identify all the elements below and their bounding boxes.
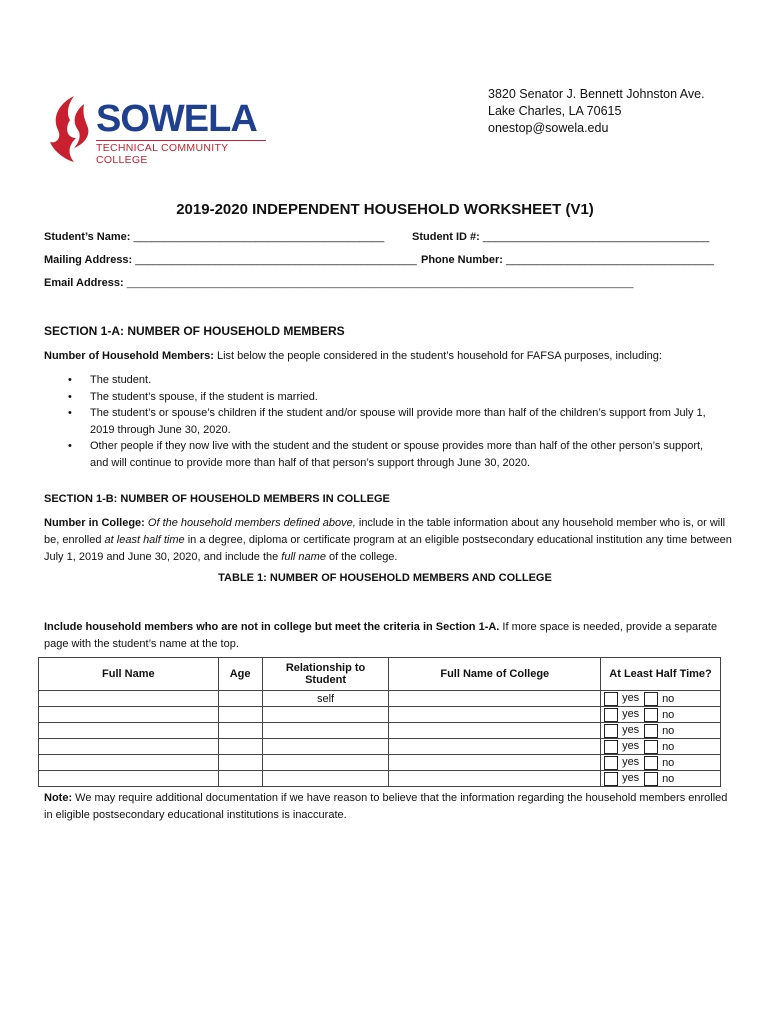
no-checkbox[interactable] bbox=[644, 692, 658, 706]
field-label: Student’s Name: bbox=[44, 231, 131, 243]
section-1b-heading: SECTION 1-B: NUMBER OF HOUSEHOLD MEMBERS IN COLLEGE bbox=[44, 493, 390, 505]
cell-college[interactable] bbox=[389, 691, 601, 707]
student-name-field[interactable] bbox=[44, 231, 384, 243]
field-label: Phone Number: bbox=[421, 254, 503, 266]
field-label: Mailing Address: bbox=[44, 254, 133, 266]
bullet-icon: • bbox=[68, 440, 72, 452]
list-item: • The student’s or spouse’s children if the student and/or spouse will provide more than half of the children’s support from July 1, 2019 through June 30, 2020. bbox=[68, 407, 706, 436]
cell-half-time: yes no bbox=[601, 707, 721, 723]
cell-college[interactable] bbox=[389, 771, 601, 787]
bullet-icon: • bbox=[68, 407, 72, 419]
cell-college[interactable] bbox=[389, 723, 601, 739]
cell-relationship[interactable] bbox=[262, 739, 389, 755]
field-blank: __________________________________________________________________________________________________ bbox=[126, 278, 634, 288]
field-blank: _________________________________________ bbox=[133, 231, 385, 243]
include-instructions: Include household members who are not in college but meet the criteria in Section 1-A. If more space is needed, provide a separate page with the student’s name at the top. bbox=[44, 621, 718, 650]
no-checkbox[interactable] bbox=[644, 772, 658, 786]
college-logo bbox=[44, 94, 274, 164]
yes-checkbox[interactable] bbox=[604, 724, 618, 738]
cell-age[interactable] bbox=[218, 707, 262, 723]
table-title: TABLE 1: NUMBER OF HOUSEHOLD MEMBERS AND COLLEGE bbox=[218, 572, 552, 584]
footnote: Note: We may require additional documentation if we have reason to believe that the information regarding the household members enrolled in eligible postsecondary educational institutions is inaccurate. bbox=[44, 792, 728, 821]
cell-full-name[interactable] bbox=[39, 707, 219, 723]
cell-college[interactable] bbox=[389, 755, 601, 771]
logo-divider bbox=[96, 140, 266, 141]
table-row bbox=[39, 755, 721, 771]
cell-full-name[interactable] bbox=[39, 755, 219, 771]
table-header-row bbox=[39, 658, 721, 691]
cell-relationship[interactable] bbox=[262, 771, 389, 787]
no-checkbox[interactable] bbox=[644, 756, 658, 770]
yes-checkbox[interactable] bbox=[604, 740, 618, 754]
cell-full-name[interactable] bbox=[39, 723, 219, 739]
page-title: 2019-2020 INDEPENDENT HOUSEHOLD WORKSHEET (V1) bbox=[176, 201, 594, 218]
yes-checkbox[interactable] bbox=[604, 772, 618, 786]
list-item: • The student. bbox=[90, 372, 715, 389]
header-age: Age bbox=[218, 658, 262, 691]
cell-full-name[interactable] bbox=[39, 739, 219, 755]
table-row bbox=[39, 739, 721, 755]
cell-full-name[interactable] bbox=[39, 691, 219, 707]
yes-checkbox[interactable] bbox=[604, 692, 618, 706]
cell-half-time: yes no bbox=[601, 739, 721, 755]
logo-wordmark: SOWELA bbox=[96, 98, 257, 140]
household-table bbox=[38, 657, 721, 787]
header-college: Full Name of College bbox=[389, 658, 601, 691]
email-address-field[interactable] bbox=[44, 277, 633, 289]
cell-relationship[interactable] bbox=[262, 707, 389, 723]
cell-half-time: yes no bbox=[601, 691, 721, 707]
cell-age[interactable] bbox=[218, 691, 262, 707]
table-row bbox=[39, 771, 721, 787]
table-row bbox=[39, 707, 721, 723]
student-id-field[interactable] bbox=[412, 231, 709, 243]
list-item: • Other people if they now live with the student and the student or spouse provides more than half of the other person’s support, and will continue to provide more than half of that person’s support through June 30, 2020. bbox=[68, 440, 704, 469]
header-half-time: At Least Half Time? bbox=[601, 658, 721, 691]
no-checkbox[interactable] bbox=[644, 724, 658, 738]
header-relationship: Relationship to Student bbox=[262, 658, 389, 691]
cell-relationship[interactable] bbox=[262, 723, 389, 739]
no-checkbox[interactable] bbox=[644, 740, 658, 754]
intro-text: List below the people considered in the student’s household for FAFSA purposes, including: bbox=[213, 350, 662, 362]
address-email: onestop@sowela.edu bbox=[488, 121, 609, 135]
bullet-icon: • bbox=[68, 374, 72, 386]
cell-half-time: yes no bbox=[601, 755, 721, 771]
section-1a-intro bbox=[44, 348, 734, 365]
field-label: Student ID #: bbox=[412, 231, 480, 243]
yes-checkbox[interactable] bbox=[604, 708, 618, 722]
table-row bbox=[39, 691, 721, 707]
logo-subtitle: TECHNICAL COMMUNITY COLLEGE bbox=[96, 142, 229, 166]
cell-college[interactable] bbox=[389, 739, 601, 755]
cell-half-time: yes no bbox=[601, 723, 721, 739]
college-address bbox=[488, 86, 705, 137]
flame-icon bbox=[44, 94, 96, 164]
header-full-name: Full Name bbox=[39, 658, 219, 691]
cell-relationship[interactable] bbox=[262, 755, 389, 771]
address-line: Lake Charles, LA 70615 bbox=[488, 104, 622, 118]
table-row bbox=[39, 723, 721, 739]
cell-age[interactable] bbox=[218, 755, 262, 771]
section-1b-paragraph: Number in College: Of the household members defined above, include in the table information about any household member who is, or will be, enrolled at least half time in a degree, diploma or certificate program at an eligible postsecondary educational institution any time between July 1, 2019 and June 30, 2020, and include the full name of the college. bbox=[44, 517, 732, 563]
cell-full-name[interactable] bbox=[39, 771, 219, 787]
cell-age[interactable] bbox=[218, 723, 262, 739]
field-blank: __________________________________ bbox=[505, 254, 714, 266]
address-line: 3820 Senator J. Bennett Johnston Ave. bbox=[488, 87, 705, 101]
cell-college[interactable] bbox=[389, 707, 601, 723]
no-checkbox[interactable] bbox=[644, 708, 658, 722]
section-1a-heading: SECTION 1-A: NUMBER OF HOUSEHOLD MEMBERS bbox=[44, 324, 345, 338]
mailing-address-field[interactable] bbox=[44, 254, 417, 266]
cell-relationship[interactable]: self bbox=[262, 691, 389, 707]
cell-age[interactable] bbox=[218, 739, 262, 755]
yes-checkbox[interactable] bbox=[604, 756, 618, 770]
phone-number-field[interactable] bbox=[421, 254, 714, 266]
field-blank: ______________________________________________ bbox=[135, 254, 417, 266]
intro-label: Number of Household Members: bbox=[44, 350, 214, 362]
field-label: Email Address: bbox=[44, 277, 124, 289]
field-blank: _____________________________________ bbox=[482, 231, 710, 243]
cell-age[interactable] bbox=[218, 771, 262, 787]
cell-half-time: yes no bbox=[601, 771, 721, 787]
bullet-icon: • bbox=[68, 391, 72, 403]
list-item: • The student’s spouse, if the student is married. bbox=[90, 389, 715, 406]
